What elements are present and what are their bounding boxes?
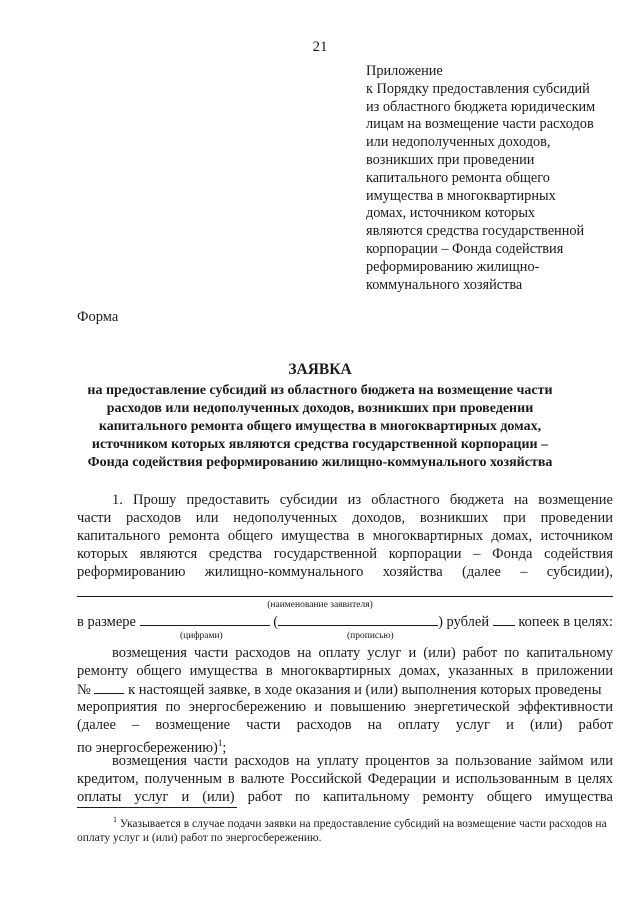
p2-line-with-number (77, 681, 613, 700)
rubles-text: ) рублей (438, 614, 490, 630)
p1-line: реформированию жилищно-коммунального хозяйства (далее – субсидии), (77, 564, 613, 580)
p2-line: (далее – возмещение части расходов на оплату услуг и (или) работ (77, 717, 613, 733)
title-main: ЗАЯВКА (288, 361, 352, 378)
appendix-line: реформированию жилищно- (366, 258, 540, 275)
appendix-line: или недополученных доходов, (366, 134, 551, 151)
footnote-text: Указывается в случае подачи заявки на предоставление субсидий на возмещение части расходов на оплату услуг и (или) работ по энергосбережению. (77, 817, 607, 844)
appendix-line: имущества в многоквартирных (366, 187, 556, 204)
appendix-line: возникших при проведении (366, 151, 535, 168)
title-line: капитального ремонта общего имущества в многоквартирных домах, (98, 419, 542, 434)
footnote-divider (77, 807, 237, 808)
appendix-header (366, 63, 626, 294)
number-sign: № (77, 682, 91, 698)
p1-line: капитального ремонта общего имущества в многоквартирных домах, источником (77, 528, 613, 544)
appendix-line: лицам на возмещение части расходов (366, 116, 594, 133)
appendix-line: капитального ремонта общего (366, 169, 550, 186)
amount-words-field[interactable] (278, 613, 438, 626)
p3-line: оплаты услуг и (или) работ по капитальному ремонту общего имущества (77, 789, 613, 805)
footnote (77, 813, 613, 845)
digits-caption: (цифрами) (180, 631, 223, 641)
appendix-line: коммунального хозяйства (366, 276, 523, 293)
appendix-line: являются средства государственной (366, 223, 585, 240)
form-label: Форма (77, 309, 119, 325)
appendix-line: корпорации – Фонда содействия (366, 240, 564, 257)
p2-line: по энергосбережению) (77, 739, 218, 756)
amount-prefix: в размере (77, 614, 136, 630)
p2-line: ремонту общего имущества в многоквартирных домах, указанных в приложении (77, 663, 613, 679)
title-line: Фонда содействия реформированию жилищно-коммунального хозяйства (87, 455, 553, 470)
p2-line-rest: к настоящей заявке, в ходе оказания и (или) выполнения которых проведены (128, 682, 602, 698)
amount-line (77, 613, 617, 632)
p2-end: ; (222, 739, 227, 756)
p3-line: возмещения части расходов на уплату процентов за пользование займом или (112, 753, 613, 769)
p1-line: 1. Прошу предоставить субсидии из областного бюджета на возмещение (112, 492, 613, 508)
open-paren: ( (273, 614, 279, 630)
amount-digits-field[interactable] (140, 613, 270, 626)
page-number: 21 (312, 39, 328, 55)
footnote-ref[interactable]: 1 (217, 738, 223, 748)
p2-line: возмещения части расходов на оплату услуг и (или) работ по капитальному (112, 645, 613, 661)
appendix-line: из областного бюджета юридическим (366, 98, 596, 115)
applicant-name-field[interactable] (77, 596, 613, 597)
p1-line: которых являются средства государственной корпорации – Фонда содействия (77, 546, 613, 562)
document-title (60, 361, 580, 472)
kopecks-text: копеек в целях: (518, 614, 614, 630)
words-caption: (прописью) (347, 631, 394, 641)
appendix-line: домах, источником которых (366, 205, 536, 222)
title-line: источником которых являются средства государственной корпорации – (91, 437, 549, 452)
kopecks-field[interactable] (493, 613, 515, 626)
appendix-line: Приложение (366, 63, 443, 79)
applicant-caption: (наименование заявителя) (267, 600, 373, 610)
footnote-mark: 1 (113, 815, 117, 824)
appendix-line: к Порядку предоставления субсидий (366, 80, 590, 97)
appendix-number-field[interactable] (94, 681, 124, 694)
p2-line: мероприятия по энергосбережению и повышению энергетической эффективности (77, 699, 613, 715)
p3-line: кредитом, полученным в валюте Российской Федерации и использованным в целях (77, 771, 613, 787)
p1-line: части расходов или недополученных доходов, возникших при проведении (77, 510, 613, 526)
title-line: расходов или недополученных доходов, возникших при проведении (106, 401, 534, 416)
title-line: на предоставление субсидий из областного бюджета на возмещение части (87, 383, 553, 398)
